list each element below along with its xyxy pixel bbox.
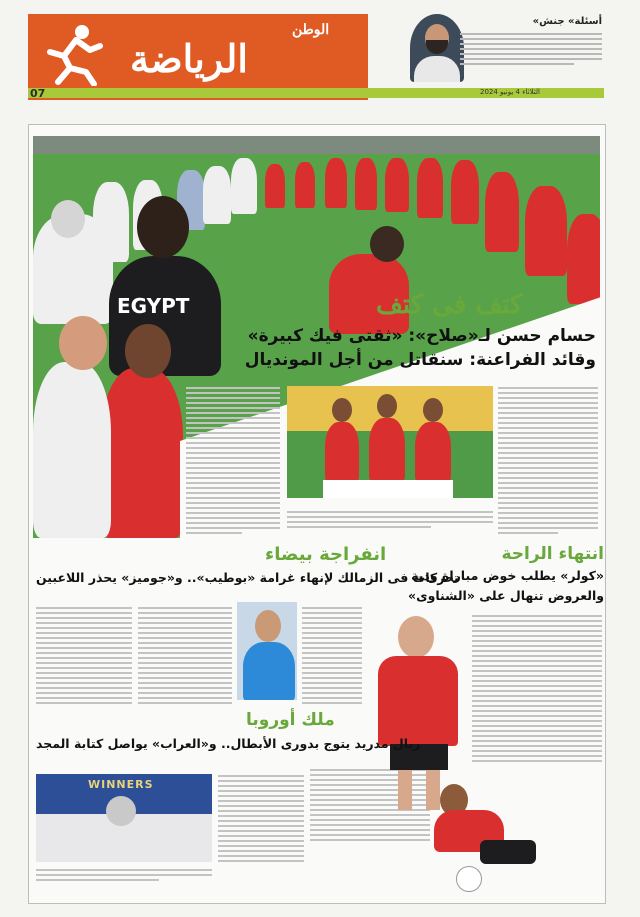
real-madrid-photo	[36, 774, 212, 862]
lead-body-column-left	[186, 384, 280, 537]
ahly-kicker: انتهاء الراحة	[501, 544, 604, 564]
lead-body-column-right	[498, 384, 598, 537]
real-kicker: ملك أوروبا	[246, 710, 335, 730]
zamalek-kicker: انفراجة بيضاء	[265, 544, 387, 565]
page-number: 07	[30, 87, 46, 100]
opinion-column	[380, 14, 604, 86]
issue-date: الثلاثاء 4 يونيو 2024	[480, 88, 540, 96]
jersey-text: EGYPT	[117, 294, 190, 318]
section-title: الرياضة	[130, 36, 248, 81]
ahly-body-right	[472, 612, 602, 765]
zamalek-body-left	[36, 604, 132, 707]
runner-logo-icon	[36, 22, 106, 86]
zamalek-body-right	[302, 604, 362, 707]
training-photo	[287, 386, 493, 498]
photo-banner-text: WINNERS	[88, 778, 154, 791]
lead-kicker: كتف فى كتف	[376, 290, 523, 320]
real-headline: ريال مدريد يتوج بدورى الأبطال.. و«العراب» يواصل كتابة المجد	[36, 736, 421, 751]
zamalek-headline: تحركات فى الزمالك لإنهاء غرامة «بوطيب».. و«جوميز» يحذر اللاعبين	[36, 570, 459, 585]
column-title: «أسئلة» جنش	[532, 16, 602, 27]
lead-subheadline: وقائد الفراعنة: سنقاتل من أجل المونديال	[244, 350, 596, 370]
real-photo-caption	[36, 866, 212, 884]
zamalek-photo	[237, 602, 297, 700]
ahly-subheadline: والعروض تنهال على «الشناوى»	[408, 588, 604, 603]
zamalek-body-mid	[138, 604, 232, 707]
lead-body-under-photo	[287, 508, 493, 531]
column-body-text	[460, 30, 602, 68]
brand-name: الوطن	[292, 22, 330, 38]
goalkeeper-photo	[430, 780, 540, 890]
real-body-mid	[218, 772, 304, 865]
columnist-photo	[410, 14, 464, 82]
ahly-headline: «كولر» يطلب خوض مباراة ودية	[411, 568, 604, 583]
lead-headline: حسام حسن لـ«صلاح»: «ثقتى فيك كبيرة»	[247, 326, 596, 346]
